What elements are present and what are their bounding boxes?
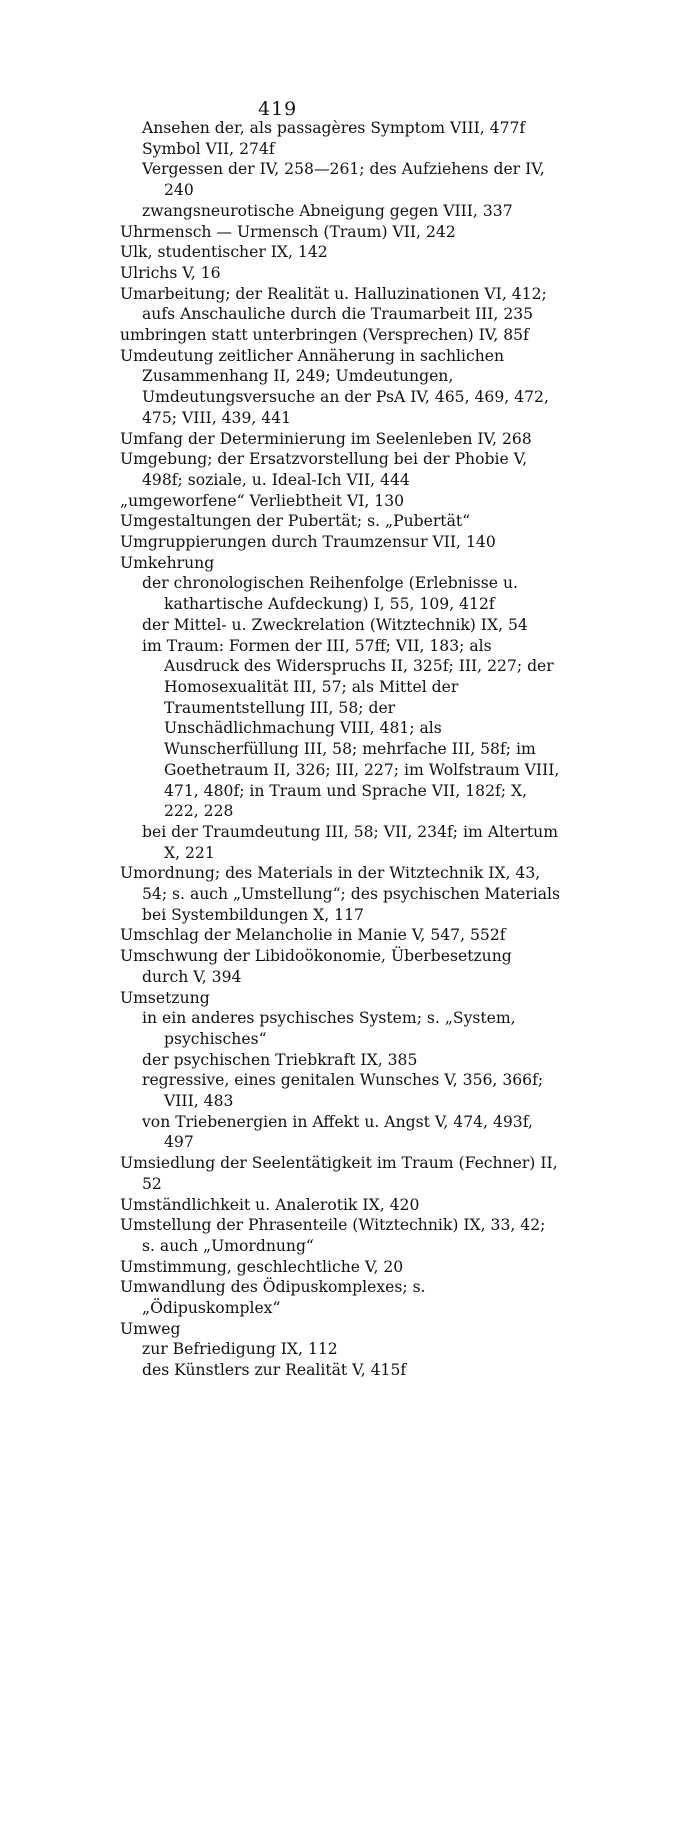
index-entry: „umgeworfene“ Verliebtheit VI, 130 [120, 491, 405, 510]
index-entry: Umarbeitung; der Realität u. Halluzinationen VI, 412; aufs Anschauliche durch die Traumarbeit III, 235 [120, 284, 547, 324]
index-entry: Umgebung; der Ersatzvorstellung bei der Phobie V, 498f; soziale, u. Ideal-Ich VII, 444 [120, 450, 528, 489]
index-entry: Umstimmung, geschlechtliche V, 20 [120, 1257, 404, 1276]
index-subentry: des Künstlers zur Realität V, 415f [142, 1361, 407, 1380]
index-subentry: der psychischen Triebkraft IX, 385 [142, 1050, 418, 1069]
index-subentry: bei der Traumdeutung III, 58; VII, 234f; im Altertum X, 221 [142, 822, 559, 862]
index-entry: Umgruppierungen durch Traumzensur VII, 140 [120, 533, 496, 552]
index-entry: umbringen statt unterbringen (Versprechen) IV, 85f [120, 326, 529, 345]
index-entry: Ulrichs V, 16 [120, 263, 221, 282]
index-subentry: Vergessen der IV, 258—261; des Aufziehens der IV, 240 [142, 160, 545, 200]
index-subentry: in ein anderes psychisches System; s. „System, psychisches“ [142, 1009, 516, 1048]
index-entry: Umgestaltungen der Pubertät; s. „Pubertät“ [120, 512, 471, 531]
index-entry: Umsetzung [120, 988, 210, 1007]
index-entry: Umdeutung zeitlicher Annäherung in sachlichen Zusammenhang II, 249; Umdeutungen, Umdeutungsversuche an der PsA IV, 465, 469, 472, 475; VIII, 439, 441 [120, 346, 549, 427]
index-subentry: von Triebenergien in Affekt u. Angst V, 474, 493f, 497 [142, 1112, 533, 1152]
page-number: 419 [258, 98, 298, 120]
index-entry: Ulk, studentischer IX, 142 [120, 243, 328, 262]
index-subentry: regressive, eines genitalen Wunsches V, 356, 366f; VIII, 483 [142, 1071, 544, 1111]
index-subentry: Ansehen der, als passagères Symptom VIII, 477f [142, 119, 526, 137]
index-entry: Umfang der Determinierung im Seelenleben IV, 268 [120, 429, 532, 448]
index-entry: Umweg [120, 1319, 181, 1338]
index-entry: Umschlag der Melancholie in Manie V, 547, 552f [120, 926, 506, 945]
index-entry: Umständlichkeit u. Analerotik IX, 420 [120, 1195, 420, 1214]
index-subentry: der chronologischen Reihenfolge (Erlebnisse u. kathartische Aufdeckung) I, 55, 109, 412f [142, 574, 518, 614]
index-subentry: im Traum: Formen der III, 57ff; VII, 183; als Ausdruck des Widerspruchs II, 325f; III, 227; der Homosexualität III, 57; als Mittel der Traumentstellung III, 58; der Unschädlichmachung VIII, 481; als Wunscherfüllung III, 58; mehrfache III, 58f; im Goethetraum II, 326; III, 227; im Wolfstraum VIII, 471, 480f; in Traum und Sprache VII, 182f; X, 222, 228 [142, 636, 560, 821]
index-subentry: zur Befriedigung IX, 112 [142, 1340, 338, 1359]
index-list [120, 118, 560, 1381]
index-entry: Umschwung der Libidoökonomie, Überbesetzung durch V, 394 [120, 947, 512, 986]
index-subentry: zwangsneurotische Abneigung gegen VIII, 337 [142, 201, 513, 220]
index-subentry: der Mittel- u. Zweckrelation (Witztechnik) IX, 54 [142, 615, 528, 634]
index-entry: Umkehrung [120, 553, 215, 572]
index-entry: Umwandlung des Ödipuskomplexes; s. „Ödipuskomplex“ [120, 1278, 426, 1318]
index-entry: Umsiedlung der Seelentätigkeit im Traum (Fechner) II, 52 [120, 1154, 558, 1193]
index-subentry: Symbol VII, 274f [142, 139, 275, 158]
index-entry: Umordnung; des Materials in der Witztechnik IX, 43, 54; s. auch „Umstellung“; des psychischen Materials bei Systembildungen X, 117 [120, 864, 560, 924]
index-entry: Umstellung der Phrasenteile (Witztechnik) IX, 33, 42; s. auch „Umordnung“ [120, 1216, 546, 1255]
index-entry: Uhrmensch — Urmensch (Traum) VII, 242 [120, 222, 456, 241]
